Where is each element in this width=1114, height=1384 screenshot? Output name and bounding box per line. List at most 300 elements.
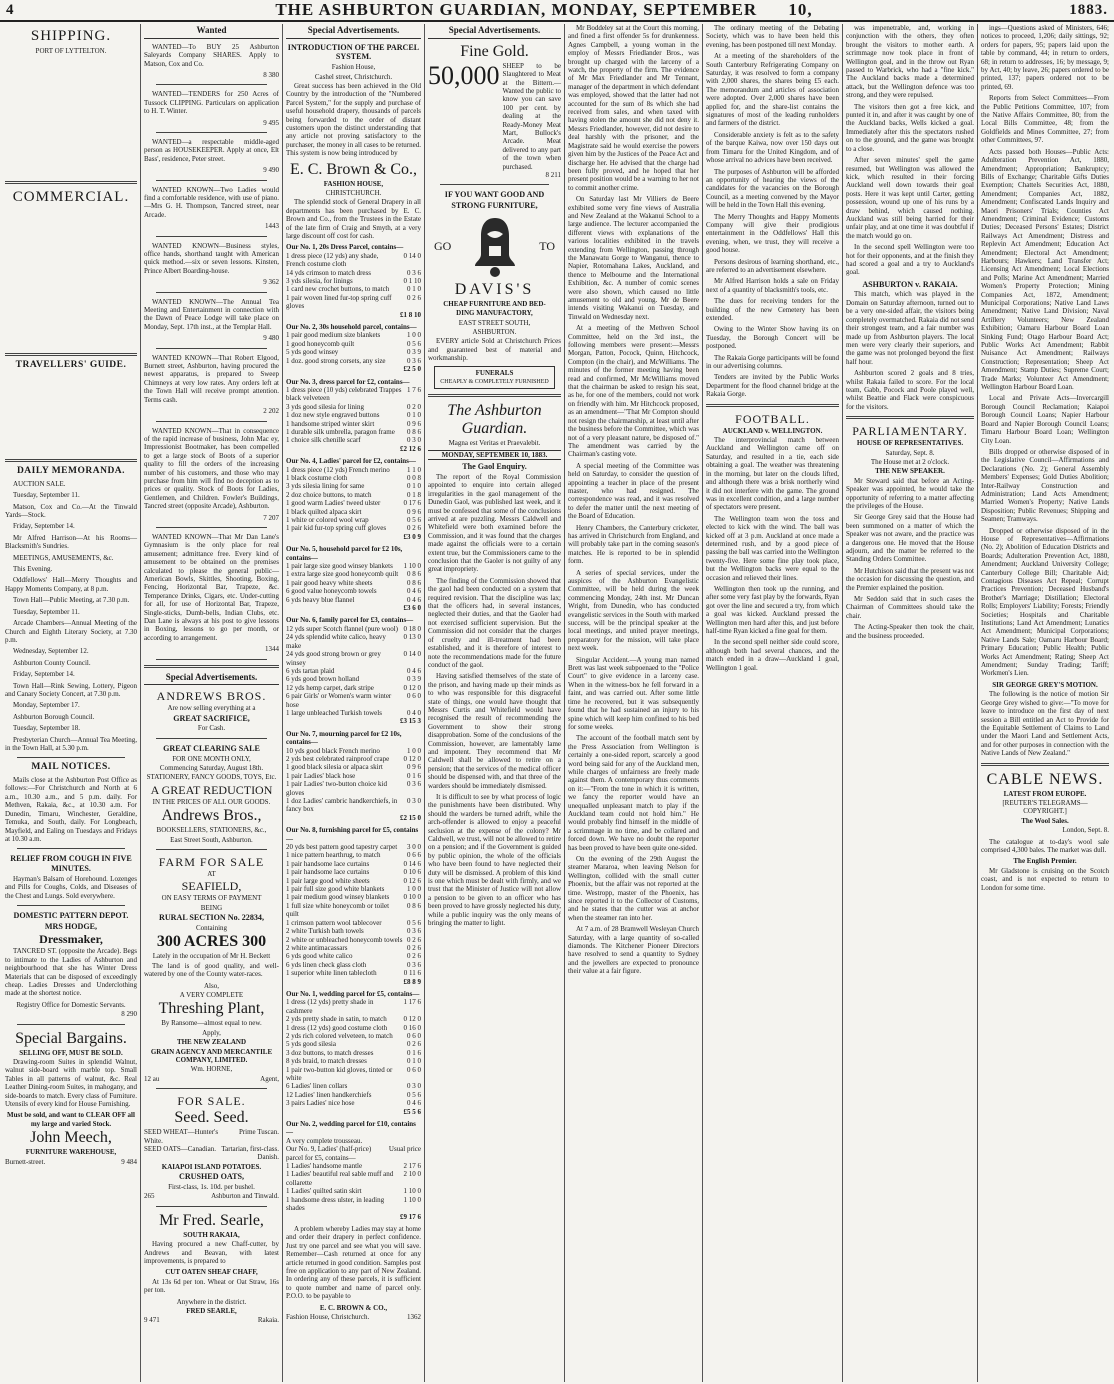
andrews-signature: Andrews Bros., bbox=[161, 807, 262, 825]
funerals-box bbox=[434, 366, 555, 390]
parcel-total: £3 0 9 bbox=[403, 532, 421, 541]
agency-line-1: THE NEW ZEALAND bbox=[176, 1038, 247, 1047]
parcel-item-price: 0 16 0 bbox=[403, 1023, 421, 1032]
parcel-item bbox=[286, 252, 421, 269]
brown-name: E. C. Brown & Co., bbox=[289, 160, 418, 178]
parcel-item-name: 2 yds best celebrated rainproof crape bbox=[286, 754, 390, 763]
wanted-ad bbox=[144, 90, 279, 127]
parcel-item-name: 1 doz new style engraved buttons bbox=[286, 411, 380, 420]
parcel-total: £2 12 6 bbox=[400, 444, 421, 453]
farm-at: AT bbox=[207, 870, 216, 879]
hodge-footer: Registry Office for Domestic Servants. bbox=[16, 1000, 126, 1009]
sheep-ref: 8 211 bbox=[545, 170, 561, 179]
paper-title: The Ashburton Guardian. bbox=[447, 402, 542, 438]
cough-heading: RELIEF FROM COUGH IN FIVE MINUTES. bbox=[10, 854, 132, 874]
parcel-item-name: 14 yds crimson to match dress bbox=[286, 268, 371, 277]
memoranda-item: Wednesday, September 12. bbox=[13, 647, 89, 656]
clark-footer bbox=[144, 1192, 279, 1200]
divider bbox=[156, 292, 267, 293]
parcel-item-price: 0 1 0 bbox=[407, 285, 421, 294]
parcel-item-name: 1 black costume cloth bbox=[286, 473, 348, 482]
parcel-item bbox=[286, 1145, 421, 1162]
parcel-item-price: 0 1 10 bbox=[403, 277, 421, 286]
football-paragraph: The interprovincial match between Auckland and Wellington came off on Saturday, and resulted in a tie, each side obtaining a goal. The weather was threatening in the morning, but later on the clouds lifted, and although there was a brisk northerly wind it did not interfere with the game. The ground was in excellent condition, and a large number of spectators were present. bbox=[706, 436, 839, 512]
hodge-text: TANCRED ST. (opposite the Arcade). Begs to intimate to the Ladies of Ashburton and neighbourhood that she has Winter Dress Materials that can be disposed of exceedingly cheap. Ladies Dresses and Underclothing made at the shortest notice. bbox=[5, 947, 137, 998]
wanted-ad bbox=[144, 242, 279, 287]
bargains-heading: Special Bargains. bbox=[15, 1029, 127, 1047]
brown-signature: E. C. BROWN & CO., bbox=[319, 1303, 388, 1312]
wanted-ad bbox=[144, 186, 279, 231]
premier-heading: The English Premier. bbox=[1013, 857, 1077, 866]
parcel-block bbox=[286, 545, 421, 612]
parcel-item-name: 1 dress piece (12 yds) any shade, French costume cloth bbox=[286, 251, 379, 269]
parcel-item-name: 2 doz choice buttons, to match bbox=[286, 490, 372, 499]
parcel-item-price bbox=[417, 1137, 421, 1145]
parcel-item-name: 1 pair Ladies' black hose bbox=[286, 771, 356, 780]
brown-ref: 1362 bbox=[407, 1312, 421, 1321]
parcel-item bbox=[286, 747, 421, 755]
shipping-heading: SHIPPING. bbox=[30, 28, 112, 44]
divider bbox=[156, 84, 267, 85]
memoranda-item: Town Hall—Public Meeting, at 7.30 p.m. bbox=[13, 596, 130, 605]
parcel-item-price: 0 2 6 bbox=[407, 935, 421, 944]
davis-name: DAVIS'S bbox=[454, 280, 535, 298]
parcel-total: £5 5 6 bbox=[403, 1107, 421, 1116]
column-3 bbox=[282, 24, 424, 1382]
bargains-subheading: SELLING OFF, MUST BE SOLD. bbox=[19, 1048, 123, 1057]
parcel-item-price: 0 8 6 bbox=[407, 901, 421, 910]
parcel-text: Great success has been achieved in the Old Country by the introduction of the "Numbered Parcel System," for the supply and purchase of useful household drapery, thousands of parcels being forwarded to the order of distant customers upon the distinct understanding that any article not proving satisfactory to the purchaser, the money in all cases to be returned. This system is now being introduced by bbox=[286, 81, 421, 158]
ashburton-rakaia-article bbox=[846, 290, 974, 411]
parcel-item-price: 0 5 6 bbox=[407, 918, 421, 927]
cable-news-subheading: LATEST FROM EUROPE. bbox=[1003, 789, 1087, 798]
parcel-item-price: 0 3 6 bbox=[407, 780, 421, 789]
parliament-paragraph: ings—Questions asked of Ministers, 646; notices to proceed, 1,206; daily sittings, 92; orders for papers, 95; papers laid upon the table by command, 44; in return to orders, 68; in return to addresses, 16; by message, 9; by Act, 40; by leave, 26; papers ordered to be printed, 137; papers ordered not to be printed, 69. bbox=[981, 24, 1109, 91]
news-paragraph: was impenetrable, and, working in conjunction with the others, they often brought the visitors to mother earth. A scrimmage now took place in front of Wellington goal, and in the throw out Ryan passed to Warbrick, who had a "fine kick." The Auckland backs made a determined attack, but the Wellington defence was too strong, and they were repulsed. bbox=[846, 24, 974, 100]
mail-notices-text: Mails close at the Ashburton Post Office as follows:—For Christchurch and North at 6 a.m., 10.30 a.m., and 5 p.m. daily. For Methven, Rakaia, &c., at 10.30 a.m. For Dunedin, Timaru, Winchester, Geraldine, Temuka, and South, daily. For Longbeach, Mayfield, and Ealing on Tuesdays and Fridays at 10.30 a.m. bbox=[5, 776, 137, 843]
parcel-item-price: 1 17 6 bbox=[403, 998, 421, 1007]
parcel-item-name: 1 Ladies' beautiful real sable muff and collarette bbox=[286, 1170, 394, 1187]
parcel-item-name: 1 full size white honeycomb or toilet quilt bbox=[286, 901, 390, 919]
parcel-item-price: 0 5 6 bbox=[407, 516, 421, 525]
column-6 bbox=[702, 24, 842, 1382]
seed-item bbox=[144, 1153, 279, 1161]
premier-text: Mr Gladstone is cruising on the Scotch coast, and is not expected to return to London for some time. bbox=[981, 866, 1109, 892]
news-paragraph: Considerable anxiety is felt as to the safety of the barque Kaiwa, now over 150 days out from Timaru for the United Kingdom, and of whose arrival no advices have been received. bbox=[706, 130, 839, 165]
parcel-item-name: 1 dress piece (12 yds) French merino bbox=[286, 465, 390, 474]
motion-text: The following is the notice of motion Sir George Grey wished to give:—"To move for leave to introduce on the first day of next session a Bill entitled an Act to Provide for the Equitable Settlement of Claims to Land under the Maori Land and Settlement Acts, and for other purposes in connection with the Native Lands of New Zealand." bbox=[981, 690, 1109, 758]
divider bbox=[440, 184, 549, 185]
parcel-item bbox=[286, 277, 421, 285]
parcel-block bbox=[286, 323, 421, 373]
andrews-address: East Street South, Ashburton. bbox=[170, 835, 253, 844]
parcel-item-price: 0 8 6 bbox=[407, 427, 421, 436]
parcel-item bbox=[286, 684, 421, 692]
news-paragraph: The Merry Thoughts and Happy Moments Company will give their prodigious entertainment in the Oddfellows' Hall this evening, when, we trust, they will receive a good house. bbox=[706, 212, 839, 255]
football-paragraph: Wellington then took up the running, and after some very fast play by the forwards, Ryan got over the line and secured a try, from which a goal was kicked. Auckland pressed the Wellington men hard after this, and just before half-time Ryan kicked a fine goal for them. bbox=[706, 584, 839, 635]
parcel-item bbox=[286, 596, 421, 604]
clearing-line-1: FOR ONE MONTH ONLY, bbox=[172, 754, 251, 763]
parcel-item-price: 0 4 6 bbox=[407, 666, 421, 675]
news-paragraph: At 7 a.m. of 28 Bramwell Wesleyan Church Saturday, with a large quantity of so-called diamonds. The Kitchener Pioneer Directors have resolved to send a quantity to Sydney and the jewellers are expected to pronounce their value at a fair figure. bbox=[568, 925, 699, 976]
parcel-item-name: 1 pair handsome lace curtains bbox=[286, 868, 370, 877]
parcel-item-name: 12 yds hemp carpet, dark stripe bbox=[286, 683, 374, 692]
parcel-item bbox=[286, 587, 421, 595]
wanted-ad-ref: 2 202 bbox=[263, 407, 279, 416]
parcel-list bbox=[286, 243, 421, 1221]
parcel-item-name: 6 yds linen check glass cloth bbox=[286, 960, 367, 969]
parcel-item-name: 1 good honeycomb quilt bbox=[286, 339, 355, 348]
parcel-title: Our No. 2, wedding parcel for £10, contains— bbox=[286, 1120, 416, 1137]
parcel-item-name: 1 pair full size good white blankets bbox=[286, 885, 385, 894]
parcel-item-price: 0 10 6 bbox=[403, 868, 421, 877]
parcel-house: Fashion House, bbox=[331, 63, 376, 72]
parcel-item-price: 0 8 6 bbox=[407, 570, 421, 579]
wanted-ad-ref: 9 480 bbox=[263, 334, 279, 343]
parcel-item-name: 1 handsome dress ulster, in leading shades bbox=[286, 1195, 385, 1213]
gaol-heading: The Gaol Enquiry. bbox=[462, 462, 527, 472]
parliament-paragraph: Dropped or otherwise disposed of in the House of Representatives—Affirmations (No. 2); Abolition of Education Districts and Boards; Adulteration Prevention Act, 1880, Amendment; Auckland University College; Canterbury College Bill; Charitable Aid; Contagious Diseases Act Repeal; Corrupt Practices Prevention; Deceased Husband's Brother's Marriage; Distillation; Electoral Rolls; Employers' Liability; Forests; Friendly Societies; Hospitals and Charitable Institutions; Land Act Amendment; Lunatics Act Amendment; Municipal Corporations; Native Lands Sale; Oamaru Harbour Board; Primary Education; Public Health; Public Works Act Amendment; Rating; Sheep Act Amendment; Sunday Trading; Tariff; Workmen's Lien. bbox=[981, 526, 1109, 678]
paper-motto: Magna est Veritas et Praevalebit. bbox=[448, 439, 541, 448]
divider bbox=[17, 1024, 125, 1025]
seed-item-name: SEED OATS—Canadian. bbox=[144, 1145, 216, 1154]
parcel-item bbox=[286, 1015, 421, 1023]
parcel-item-name: 1 extra large size good honeycomb quilt bbox=[286, 570, 399, 579]
seed-list bbox=[144, 1128, 279, 1162]
parcel-item-price: 2 10 0 bbox=[403, 1170, 421, 1179]
masthead bbox=[0, 0, 1114, 22]
divider bbox=[156, 421, 267, 422]
searle-cut: CUT OATEN SHEAF CHAFF, bbox=[165, 1268, 258, 1277]
divider bbox=[156, 527, 267, 528]
parcel-item-name: 2 white or unbleached honeycomb towels bbox=[286, 935, 403, 944]
farm-occupation: Lately in the occupation of Mr H. Beckett bbox=[152, 952, 271, 961]
parcel-item-price: 0 2 6 bbox=[407, 943, 421, 952]
parcel-item-name: 1 durable silk umbrella, paragon frame bbox=[286, 427, 395, 436]
cable-news-heading: CABLE NEWS. bbox=[986, 770, 1104, 788]
wanted-ad-ref: 8 380 bbox=[263, 70, 279, 79]
parcel-item bbox=[286, 1091, 421, 1099]
divider bbox=[846, 416, 974, 419]
parcel-item bbox=[286, 340, 421, 348]
divider bbox=[156, 849, 267, 850]
davis-sub-2: DING MANUFACTORY, bbox=[456, 309, 533, 318]
parcel-item bbox=[286, 1082, 421, 1090]
parcel-item-name: 6 yds tartan plaid bbox=[286, 666, 335, 675]
parcel-item bbox=[286, 516, 421, 524]
parliament-paragraph: Acts passed both Houses—Public Acts: Adulteration Prevention Act, 1880, Amendment; Appropriation; Bankruptcy; Bills of Exchange; Charitable Gifts Duties Exemption; Chattels Securities Act, 1880, Amendment; Companies Act, 1882, Amendment; Confiscated Lands Inquiry and Maori Prisoners' Trials; Counties Act Amendment; Criminal Evidence; Customs Duties; Deceased Persons' Estates; District Railways Act Amendment; Distress and Replevin Act Amendment; Education Act Amendment; Electoral Act Amendment; Harbours; Hawkers; Land Transfer Act; Licensing Act Amendment; Local Elections and Polls; Marine Act Amendment; Married Women's Property Protection; Mining Companies Act, 1872, Amendment; Municipal Corporations; Native Land Laws Amendment; Native Land Division; Naval Artillery Volunteers; New Zealand Exhibition; Oamaru Harbour Board Loan Sinking Fund; Otago Harbour Board Act; Public Works Act Amendment; Rabbit Nuisance Act Amendment; Railways Construction; Representation; Sheep Act Amendment; Stamp Duties; Supreme Court; Trade Marks; Volunteer Act Amendment; Wellington Harbour Board Loan. bbox=[981, 147, 1109, 392]
special-ads-heading: Special Advertisements. bbox=[428, 26, 561, 39]
parcel-item-price: 0 14 0 bbox=[403, 650, 421, 659]
farm-terms: ON EASY TERMS OF PAYMENT bbox=[161, 894, 262, 903]
clearing-heading: GREAT CLEARING SALE bbox=[163, 743, 260, 753]
house-paragraph: Sir George Grey said that the House had been summoned on a matter of which the Speaker was not aware, and the practice was a dangerous one. He moved that the House adjourn, and the matter be referred to the Standing Orders Committee. bbox=[846, 513, 974, 564]
parcel-block bbox=[286, 457, 421, 541]
reduction-line-1: A GREAT REDUCTION bbox=[150, 782, 273, 797]
divider bbox=[144, 665, 279, 668]
parcel-item bbox=[286, 436, 421, 444]
brown-house: FASHION HOUSE, bbox=[323, 179, 384, 188]
sheep-number: 50,000 bbox=[428, 60, 500, 90]
meech-address-line bbox=[5, 1158, 137, 1166]
column-8 bbox=[977, 24, 1112, 1382]
divider bbox=[156, 659, 267, 660]
parcel-item-name: 5 yds good winsey bbox=[286, 348, 339, 357]
andrews-line-3: For Cash. bbox=[197, 724, 226, 733]
parcel-item-name: 1 pair handsome lace curtains bbox=[286, 859, 370, 868]
parcel-item bbox=[286, 331, 421, 339]
farm-also: Also, bbox=[204, 981, 219, 990]
parcel-item-name: 1 doz. good strong corsets, any size bbox=[286, 356, 386, 365]
wanted-ad bbox=[144, 533, 279, 654]
wanted-ad bbox=[144, 298, 279, 343]
parcel-item bbox=[286, 755, 421, 763]
parcel-item-name: 1 pair Ladies' two-button choice kid gloves bbox=[286, 780, 387, 797]
agency-agent: Wm. HORNE, bbox=[190, 1065, 233, 1074]
parcel-item-name: 1 pair good medium size blankets bbox=[286, 331, 381, 340]
parcel-item-price: 0 18 0 bbox=[403, 624, 421, 633]
parcel-total: £9 17 6 bbox=[400, 1212, 421, 1221]
parcel-item-name: Our No. 9, Ladies' (half-price) parcel for £5, contains— bbox=[286, 1145, 372, 1162]
searle-anywhere: Anywhere in the district. bbox=[176, 1297, 247, 1306]
parcel-item-price: 0 3 0 bbox=[407, 436, 421, 445]
memoranda-item: Monday, September 17. bbox=[13, 701, 80, 710]
andrews-heading: ANDREWS BROS. bbox=[156, 689, 267, 704]
news-paragraph: The ordinary meeting of the Debating Society, which was to have been held this evening, has been postponed till next Monday. bbox=[706, 24, 839, 49]
parcel-title: Our No. 2, 30s household parcel, contains— bbox=[286, 323, 417, 332]
memoranda-item: Arcade Chambers—Annual Meeting of the Church and Eighth Literary Society, at 7.30 p.m. bbox=[5, 619, 137, 644]
farm-place: SEAFIELD, bbox=[181, 879, 242, 894]
parcel-item-price: 0 2 0 bbox=[407, 402, 421, 411]
news-paragraph: After seven minutes' spell the game resumed, but Wellington was allowed the kick, which resulted in their forcing Auckland well down towards their goal posts. Here it was kept until Carter, getting possession, wound up one of his runs by a draw behind, which caused nothing. Auckland was still being harried for their unfair play, and at one time it was doubtful if the match would go on. bbox=[846, 156, 974, 240]
parcel-item bbox=[286, 348, 421, 356]
parcel-item bbox=[286, 524, 421, 532]
parcel-item bbox=[286, 1187, 421, 1195]
searle-signature: FRED SEARLE, bbox=[186, 1307, 237, 1316]
wanted-ad bbox=[144, 354, 279, 416]
furniture-logo-icon bbox=[465, 214, 525, 278]
parcel-item-price: 1 0 0 bbox=[407, 331, 421, 340]
wanted-ad-text: WANTED KNOWN—Two Ladies would find a comfortable residence, with use of piano.—Mrs G. H. Thompson, Tancred street, near Arcade. bbox=[144, 185, 279, 219]
agency-line-2: GRAIN AGENCY AND MERCANTILE COMPANY, LIMITED. bbox=[150, 1047, 273, 1065]
parcel-item-price: 2 17 6 bbox=[403, 1162, 421, 1171]
parcel-heading: INTRODUCTION OF THE PARCEL SYSTEM. bbox=[287, 42, 420, 62]
hodge-trade: Dressmaker, bbox=[39, 932, 103, 947]
parcel-item-price: 0 3 6 bbox=[407, 960, 421, 969]
hodge-ref: 8 290 bbox=[121, 1010, 137, 1019]
parcel-title: Our No. 6, family parcel for £3, contains— bbox=[286, 616, 414, 625]
farm-acres: 300 ACRES 300 bbox=[156, 933, 267, 951]
farm-description: The land is of good quality, and well-watered by one of the County water-races. bbox=[144, 961, 279, 979]
parcel-item bbox=[286, 1196, 421, 1213]
parcel-item bbox=[286, 1049, 421, 1057]
reduction-line-2: IN THE PRICES OF ALL OUR GOODS. bbox=[152, 797, 271, 806]
parcel-item bbox=[286, 650, 421, 667]
parcel-item bbox=[286, 570, 421, 578]
news-paragraph: Owing to the Winter Show having its on Tuesday, the Borough Concert will be postponed. bbox=[706, 325, 839, 351]
parcel-item-price: 0 6 0 bbox=[407, 1031, 421, 1040]
memoranda-item: Oddfellows' Hall—Merry Thoughts and Happy Moments Company, at 8 p.m. bbox=[5, 576, 137, 593]
kaiapoi-potatoes: KAIAPOI ISLAND POTATOES. bbox=[161, 1162, 262, 1171]
news-paragraph: Mr Alfred Harrison holds a sale on Friday next of a quantity of blacksmith's tools, etc. bbox=[706, 277, 839, 294]
house-date: Saturday, Sept. 8. bbox=[885, 448, 935, 457]
gaol-paragraph: The finding of the Commission showed that the gaol had been conducted on a system that required revision. That the discipline was lax; that the officers had, in several instances, neglected their duties, and that the Gaoler had not exercised sufficient supervision. But the Commission did not consider that the charges of cruelty and ill-treatment had been established, and it is therefore of interest to note the recommendations made for the future conduct of the gaol. bbox=[428, 576, 561, 669]
davis-address-1: EAST STREET SOUTH, bbox=[458, 318, 531, 327]
parliament-paragraph: Reports from Select Committees—From the Public Petitions Committee, 107; from the Native Affairs Committee, 80; from the Local Bills Committee, 48; from the Goldfields and Mines Committee, 27; from other Committees, 97. bbox=[981, 94, 1109, 145]
meech-trade: FURNITURE WAREHOUSE, bbox=[25, 1148, 117, 1157]
memoranda-item: MEETINGS, AMUSEMENTS, &c. bbox=[13, 553, 114, 562]
parcel-item-price: 0 1 6 bbox=[407, 771, 421, 780]
bargains-text: Drawing-room Suites in splendid Walnut, walnut side-board with marble top. Small Tables in all patterns of walnut, &c. Real Leather Dining-room Suites, in mahogany, and side-boards to match. Every class of Furniture. Utensils of every kind for House Furnishing. bbox=[5, 1058, 137, 1109]
house-article bbox=[846, 477, 974, 640]
memoranda-item: Matson, Cox and Co.—At the Tinwald Yards—Stock. bbox=[5, 502, 137, 520]
parcel-item-name: A very complete trousseau. bbox=[286, 1136, 363, 1145]
parcel-item-price: 0 6 0 bbox=[407, 1065, 421, 1074]
house-time: The House met at 2 o'clock. bbox=[870, 457, 950, 466]
parcel-item bbox=[286, 780, 421, 797]
parcel-item-name: 1 dress (12 yds) pretty shade in cashmere bbox=[286, 998, 374, 1015]
forsale-heading: FOR SALE. bbox=[177, 1094, 246, 1109]
memoranda-item: Town Hall—Rink Sewing, Lottery, Pigeon and Canary Society Concert, at 7.30 p.m. bbox=[5, 681, 137, 698]
paper-date: MONDAY, SEPTEMBER 10, 1883. bbox=[428, 450, 561, 460]
house-paragraph: Mr Hutchison said that the present was not the occasion for discussing the question, and the Premier explained the position. bbox=[846, 566, 974, 592]
parcel-item bbox=[286, 625, 421, 633]
mail-notices-heading: MAIL NOTICES. bbox=[31, 762, 111, 773]
parcel-item bbox=[286, 851, 421, 859]
to-word: TO bbox=[539, 238, 555, 253]
divider bbox=[428, 394, 561, 397]
gaol-article bbox=[428, 473, 561, 928]
farm-complete: A VERY COMPLETE bbox=[179, 990, 244, 999]
parcel-item bbox=[286, 902, 421, 919]
threshing-plant: Threshing Plant, bbox=[158, 1000, 265, 1018]
andrews-line-1: Are now selling everything at a bbox=[167, 704, 256, 713]
news-paragraph: The dues for receiving tenders for the building of the new Cemetery has been extended. bbox=[706, 297, 839, 322]
divider bbox=[156, 348, 267, 349]
news-paragraph: The visitors then got a free kick, and punted it in, and after it was caught by one of the Auckland backs, Wells kicked a goal. Immediately after this the spectators rushed on to the ground, and the game was brought to a close. bbox=[846, 102, 974, 153]
parcel-item-price: 1 10 0 bbox=[403, 1195, 421, 1204]
parcel-item bbox=[286, 294, 421, 311]
news-paragraph: The purposes of Ashburton will be afforded an opportunity of hearing the views of the candidates for the vacancies on the Borough Council, as a meeting convened by the Mayor will be held in the Town Hall this evening. bbox=[706, 167, 839, 210]
davis-address-2: ASHBURTON. bbox=[472, 328, 517, 337]
wanted-ad-ref: 1344 bbox=[265, 645, 279, 654]
memoranda-item: Mr Alfred Harrison—At his Rooms—Blacksmith's Sundries. bbox=[5, 533, 137, 551]
parcel-item-name: 24 yds splendid white calico, heavy make bbox=[286, 633, 386, 650]
divider bbox=[156, 180, 267, 181]
divider bbox=[5, 353, 137, 356]
news-paragraph: Henry Chambers, the Canterbury cricketer, has arrived in Christchurch from England, and will probably take part in the coming season's matches. He is reported to be in splendid form. bbox=[568, 523, 699, 566]
parcel-block bbox=[286, 730, 421, 822]
parcel-item-name: 1 pair medium good winsey blankets bbox=[286, 893, 390, 902]
parcel-item-price: 0 1 6 bbox=[407, 1048, 421, 1057]
parcel-item-name: 2 yds rich colored velveteen, to match bbox=[286, 1031, 393, 1040]
parcel-item-price: 0 6 6 bbox=[407, 851, 421, 860]
parcel-item bbox=[286, 269, 421, 277]
gaol-paragraph: Having satisfied themselves of the state of the prison, and having made up their minds as to who was responsible for this disgraceful state of things, one would have thought that Messrs Curtis and Whitefield would have recognised the result of recommending the Government to show their strong disapprobation. Some of the conclusions of the Commission, however, are lamentably lame and impotent. They recommend that Mr Caldwell shall be allowed to retire on a pension; that the services of the medical officer should be dispensed with, and that three of the warders should be immediately dismissed. bbox=[428, 672, 561, 790]
memoranda-item: Tuesday, September 11. bbox=[13, 491, 80, 500]
special-ads-heading: Special Advertisements. bbox=[144, 673, 279, 686]
parcel-item-name: 1 dress (12 yds) good costume cloth bbox=[286, 1023, 388, 1032]
clark-address: Ashburton and Tinwald. bbox=[211, 1192, 279, 1201]
parcel-item-name: 1 pair large size good winsey blankets bbox=[286, 562, 393, 571]
parcel-title: Our No. 1, 20s Dress Parcel, contains— bbox=[286, 243, 404, 252]
parcel-item bbox=[286, 885, 421, 893]
parcel-item bbox=[286, 403, 421, 411]
memoranda-heading: DAILY MEMORANDA. bbox=[16, 466, 126, 477]
parcel-item bbox=[286, 952, 421, 960]
parcel-item-name: 8 yds braid, to match dresses bbox=[286, 1057, 367, 1066]
parcel-item-name: 6 yds good brown holland bbox=[286, 675, 360, 684]
parliamentary-heading: PARLIAMENTARY. bbox=[852, 424, 968, 439]
news-paragraph: A special meeting of the Committee was held on Saturday, to consider the question of appointing a teacher in place of the present master, who had resigned. The correspondence was read, and it was resolved to defer the matter until the next meeting of the Board of Education. bbox=[568, 461, 699, 521]
parcel-item-price: 1 10 0 bbox=[403, 562, 421, 571]
meech-name: John Meech, bbox=[30, 1129, 112, 1147]
parcel-item-name: 5 yds good silesia bbox=[286, 1040, 336, 1049]
parcel-item-name: 3 pairs Ladies' nice hose bbox=[286, 1099, 355, 1108]
parcel-item-name: 10 yds good black French merino bbox=[286, 746, 380, 755]
parcel-item-price: 0 10 0 bbox=[403, 893, 421, 902]
parcel-item-name: 3 yds silesia, for linings bbox=[286, 277, 353, 286]
go-word: GO bbox=[434, 238, 452, 253]
parcel-item bbox=[286, 466, 421, 474]
fine-gold-heading: Fine Gold. bbox=[460, 42, 529, 60]
funerals-heading: FUNERALS bbox=[475, 368, 514, 377]
farm-heading: FARM FOR SALE bbox=[158, 855, 265, 870]
parcel-item-price: 0 9 6 bbox=[407, 763, 421, 772]
parcel-item-price: Usual price bbox=[388, 1145, 421, 1154]
parcel-item-price: 0 1 0 bbox=[407, 482, 421, 491]
want-line-1: IF YOU WANT GOOD AND bbox=[444, 190, 545, 200]
parcel-item bbox=[286, 843, 421, 851]
columns bbox=[2, 24, 1112, 1382]
divider bbox=[5, 459, 137, 462]
clearing-line-3: STATIONERY, FANCY GOODS, TOYS, Etc. bbox=[146, 773, 277, 782]
parcel-item-price: 0 12 0 bbox=[403, 1015, 421, 1024]
parcel-block bbox=[286, 243, 421, 319]
parcel-item-name: 1 pair woven lined fur-top spring cuff gloves bbox=[286, 293, 392, 311]
parcel-item bbox=[286, 868, 421, 876]
parliament-paragraph: Bills dropped or otherwise disposed of in the Legislative Council—Affirmations and Declarations (No. 2); General Assembly Members' Expenses; Gold Duties Abolition; Inter-Railway Construction and Administration; Land Acts Amendment; Married Women's Property; Native Lands Disposition; Public Revenues; Shipping and Seamen; Tramways. bbox=[981, 447, 1109, 524]
parcel-item bbox=[286, 562, 421, 570]
wanted-ad bbox=[144, 427, 279, 522]
parcel-item bbox=[286, 482, 421, 490]
want-line-2: STRONG FURNITURE, bbox=[451, 201, 538, 211]
parcel-item-price: 1 1 0 bbox=[407, 465, 421, 474]
divider bbox=[17, 757, 125, 758]
parcel-item bbox=[286, 772, 421, 780]
news-paragraph: The account of the football match sent by the Press Association from Wellington is certainly a one-sided report, scarcely a good word being said for any of the Auckland men, while charges of unfairness are freely made against them. A contemporary thus comments on it:—"From the tone in which it is written, we fancy the reporter would have an unequalled unpleasant match to play if the Auckland team could not hold him." He would probably find himself in the middle of a scrimmage in no time, and be collared and forced down. We have no doubt the reporter has been proved to have been quite one-sided. bbox=[568, 734, 699, 852]
meech-ref: 9 484 bbox=[121, 1157, 137, 1166]
parcel-item-price: 0 12 0 bbox=[403, 754, 421, 763]
parcel-item-price: 0 2 6 bbox=[407, 952, 421, 961]
parcel-item-name: 3 yds good silesia for lining bbox=[286, 402, 364, 411]
news-paragraph: Singular Accident.—A young man named Brett was last week subpoenaed to the "Police Court" to give evidence in a larceny case. When in the witness-box he fell forward in a faint, and was carried out. After some little time he recovered, but it was subsequently found that he had sustained an injury to his spine which will keep him confined to his bed for some weeks. bbox=[568, 655, 699, 731]
news-paragraph: The Rakaia Gorge participants will be found in our advertising columns. bbox=[706, 353, 839, 371]
parcel-item bbox=[286, 675, 421, 683]
house-paragraph: Mr Seddon said that in such cases the Chairman of Committees should take the chair. bbox=[846, 595, 974, 620]
parcel-item-price: 0 4 0 bbox=[407, 708, 421, 717]
parcel-item-name: 2 white antimacassars bbox=[286, 943, 348, 952]
house-paragraph: The Acting-Speaker then took the chair, and the business proceeded. bbox=[846, 623, 974, 640]
football-paragraph: In the second spell neither side could score, although both had several chances, and the match ended in a draw—Auckland 1 goal, Wellington 1 goal. bbox=[706, 638, 839, 672]
seed-item-detail: Danish. bbox=[257, 1153, 279, 1162]
davis-sub-1: CHEAP FURNITURE AND BED- bbox=[443, 299, 546, 308]
ashburton-paragraph: This match, which was played in the Domain on Saturday afternoon, turned out to be a very one-sided affair, the visitors being completely overmatched. Rakaia did not send their strongest team, and a fair number was made up from Ashburton players. The local men were very clearly their superiors, and the game was not prolonged beyond the first half hour. bbox=[846, 290, 974, 366]
wanted-ad bbox=[144, 138, 279, 175]
parcel-item-price: 0 3 9 bbox=[407, 675, 421, 684]
cable-news-credit: [REUTER'S TELEGRAMS—COPYRIGHT.] bbox=[1002, 798, 1088, 816]
seed-item bbox=[144, 1128, 279, 1145]
